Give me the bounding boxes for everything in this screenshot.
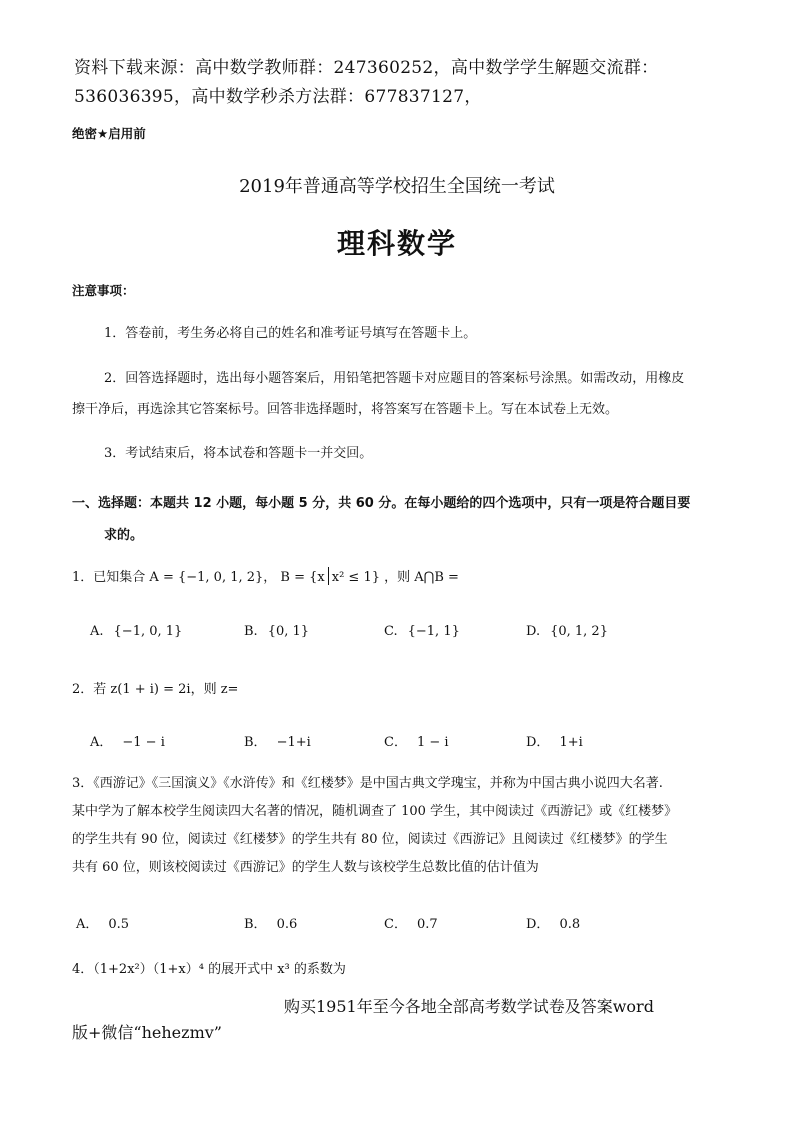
option-label: A． [76, 917, 99, 932]
question-2: 2．若 z(1 + i) = 2i，则 z= [72, 682, 239, 697]
option-label: D. [526, 624, 541, 639]
question-1-set-b-end: x² ≤ 1} [331, 570, 380, 585]
source-header-line-2: 536036395，高中数学秒杀方法群：677837127， [74, 87, 482, 107]
question-3-option-a[interactable] [76, 913, 129, 932]
option-label: C． [384, 735, 407, 750]
footer-ad-line-2: 版+微信“hehezmv” [72, 1023, 222, 1042]
question-1-option-a[interactable] [90, 624, 182, 639]
question-3-line-4: 共有 60 位，则该校阅读过《西游记》的学生人数与该校学生总数比值的估计值为 [72, 860, 539, 875]
option-text: 0.5 [108, 917, 130, 932]
option-text: −1 − i [122, 735, 165, 750]
option-label: B. [244, 624, 258, 639]
notice-item-2-line-1: 2．回答选择题时，选出每小题答案后，用铅笔把答题卡对应题目的答案标号涂黑。如需改动，用橡皮 [104, 371, 685, 386]
section-heading-line-1: 一、选择题：本题共 12 小题，每小题 5 分，共 60 分。在每小题给的四个选项中，只有一项是符合题目要 [72, 496, 691, 511]
notice-title: 注意事项： [72, 283, 135, 298]
question-3-line-1: 3．《西游记》《三国演义》《水浒传》和《红楼梦》是中国古典文学瑰宝，并称为中国古典小说四大名著. [72, 776, 663, 791]
question-3-option-d[interactable] [526, 913, 580, 932]
section-heading-line-2: 求的。 [104, 528, 144, 543]
option-text: {−1, 1} [407, 624, 460, 639]
notice-item-2-line-2: 擦干净后，再选涂其它答案标号。回答非选择题时，将答案写在答题卡上。写在本试卷上无效。 [72, 402, 619, 417]
set-builder-bar [328, 567, 329, 585]
question-1-option-c[interactable] [384, 624, 460, 639]
option-text: 1+i [559, 735, 583, 750]
option-text: 0.7 [416, 917, 438, 932]
option-text: −1+i [276, 735, 311, 750]
question-2-option-c[interactable] [384, 731, 449, 750]
question-1-option-b[interactable] [244, 624, 309, 639]
option-text: 1 − i [416, 735, 449, 750]
option-label: A. [90, 624, 104, 639]
option-text: {0, 1} [267, 624, 310, 639]
question-1-option-d[interactable] [526, 624, 608, 639]
question-3-line-3: 的学生共有 90 位，阅读过《红楼梦》的学生共有 80 位，阅读过《西游记》且阅读过《红楼梦》的学生 [72, 832, 668, 847]
option-text: {0, 1, 2} [550, 624, 608, 639]
question-3-option-c[interactable] [384, 913, 438, 932]
source-header [74, 54, 734, 112]
exam-title: 2019年普通高等学校招生全国统一考试 [239, 176, 555, 197]
confidential-label: 绝密★启用前 [72, 126, 146, 141]
option-label: B． [244, 917, 267, 932]
question-1-prefix: 1．已知集合 [72, 570, 146, 585]
question-3-option-b[interactable] [244, 913, 297, 932]
option-label: D． [526, 917, 550, 932]
question-3-line-2: 某中学为了解本校学生阅读四大名著的情况，随机调查了 100 学生，其中阅读过《西游记》或《红楼梦》 [72, 804, 678, 819]
option-text: {−1, 0, 1} [113, 624, 183, 639]
option-label: C． [384, 917, 407, 932]
question-1-set-b-start: B = {x [280, 570, 325, 585]
subject-title: 理科数学 [336, 227, 457, 260]
option-label: A． [90, 735, 113, 750]
option-label: B． [244, 735, 267, 750]
footer-ad-line-1: 购买1951年至今各地全部高考数学试卷及答案word [284, 997, 654, 1016]
option-label: C. [384, 624, 398, 639]
notice-item-1: 1．答卷前，考生务必将自己的姓名和准考证号填写在答题卡上。 [104, 326, 477, 341]
notice-item-3: 3．考试结束后，将本试卷和答题卡一并交回。 [104, 446, 373, 461]
source-header-line-1: 资料下载来源：高中数学教师群：247360252，高中数学学生解题交流群： [74, 58, 659, 78]
question-2-option-a[interactable] [90, 731, 165, 750]
option-text: 0.6 [276, 917, 298, 932]
question-1-suffix: ，则 A⋂B = [384, 570, 459, 585]
question-3 [72, 770, 732, 882]
option-text: 0.8 [559, 917, 581, 932]
question-4: 4．（1+2x²）（1+x）⁴ 的展开式中 x³ 的系数为 [72, 962, 346, 977]
question-2-option-d[interactable] [526, 731, 583, 750]
section-heading [72, 488, 732, 552]
option-label: D． [526, 735, 550, 750]
question-1-set-a: A = {−1, 0, 1, 2}， [149, 570, 277, 585]
question-1 [72, 564, 459, 592]
question-2-option-b[interactable] [244, 731, 311, 750]
